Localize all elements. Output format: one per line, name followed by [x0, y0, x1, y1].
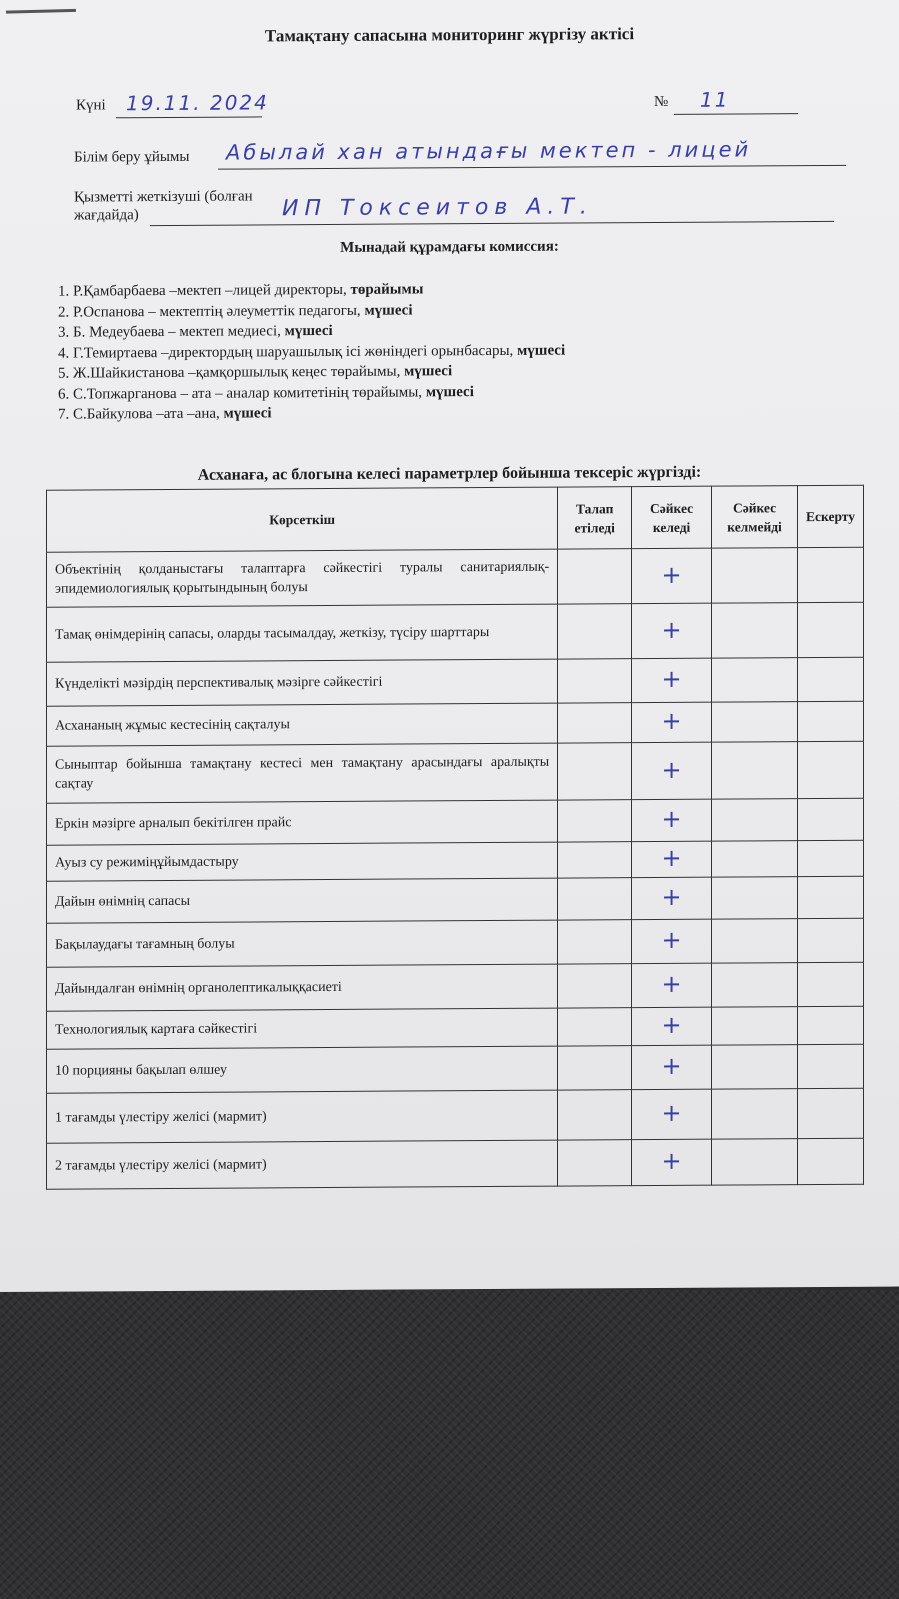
number-value: 11 — [700, 87, 730, 112]
non-compliant-cell — [712, 799, 798, 842]
header-note: Ескерту — [798, 485, 864, 547]
member-line: 5. Ж.Шайкистанова –қамқоршылық кеңес төрайымы, мүшесі — [58, 363, 453, 382]
member-line: 7. С.Байкулова –ата –ана, мүшесі — [58, 405, 272, 423]
member-line: 1. Р.Қамбарбаева –мектеп –лицей директоры, төрайымы — [58, 281, 424, 300]
table-row — [47, 1088, 864, 1143]
note-cell — [798, 962, 864, 1006]
supplier-underline — [150, 221, 834, 226]
required-cell — [558, 1046, 632, 1090]
indicator-cell: Ауыз су режиміңұйымдастыру — [47, 842, 558, 881]
table-row — [47, 876, 864, 923]
check-plus-mark: + — [661, 755, 682, 784]
member-line: 4. Г.Темиртаева –директордың шаруашылық ісі жөніндегі орынбасары, мүшесі — [58, 342, 566, 362]
required-cell — [558, 920, 632, 964]
check-plus-mark: + — [661, 882, 682, 911]
indicator-cell: Дайындалған өнімнің органолептикалыққасиеті — [47, 964, 558, 1011]
non-compliant-cell — [712, 742, 798, 800]
non-compliant-cell — [712, 1089, 798, 1140]
non-compliant-cell — [712, 1007, 798, 1046]
supplier-value: ИП Токсеитов А.Т. — [282, 194, 593, 222]
non-compliant-cell — [712, 841, 798, 878]
indicator-cell: Асхананың жұмыс кестесінің сақталуы — [47, 703, 558, 746]
table-row — [47, 840, 864, 881]
indicator-cell: 2 тағамды үлестіру желісі (мармит) — [47, 1140, 558, 1189]
compliant-cell — [632, 799, 712, 841]
required-cell — [558, 1008, 632, 1046]
table-row — [47, 657, 864, 706]
note-cell — [798, 1044, 864, 1088]
indicator-cell: Сыныптар бойынша тамақтану кестесі мен тамақтану арасындағы аралықты сақтау — [47, 743, 558, 803]
note-cell — [798, 741, 864, 798]
non-compliant-cell — [712, 963, 798, 1008]
note-cell — [798, 547, 864, 602]
indicator-cell: Дайын өнімнің сапасы — [47, 878, 558, 923]
required-cell — [558, 842, 632, 878]
required-cell — [558, 1090, 632, 1140]
compliant-cell — [632, 702, 712, 742]
compliant-cell — [632, 841, 712, 877]
number-underline — [674, 113, 798, 115]
non-compliant-cell — [712, 603, 798, 659]
pen-stroke — [6, 9, 76, 14]
org-value: Абылай хан атындағы мектеп - лицей — [226, 137, 752, 165]
indicator-cell: Объектінің қолданыстағы талаптарға сәйкестігі туралы санитариялық-эпидемиологиялық қорытындының болуы — [47, 549, 558, 607]
member-line: 2. Р.Оспанова – мектептің әлеуметтік педагогы, мүшесі — [58, 301, 413, 321]
commission-title: Мынадай құрамдағы комиссия: — [340, 238, 559, 256]
inspection-table — [46, 485, 864, 1190]
compliant-cell — [632, 877, 712, 919]
required-cell — [558, 659, 632, 703]
required-cell — [558, 1140, 632, 1186]
table-row — [47, 962, 864, 1011]
member-line: 3. Б. Медеубаева – мектеп медиесі, мүшесі — [58, 322, 333, 341]
indicator-cell: Тамақ өнімдерінің сапасы, оларды тасымалдау, жеткізу, түсіру шарттары — [47, 604, 558, 662]
table-row — [47, 1006, 864, 1049]
note-cell — [798, 1088, 864, 1138]
check-plus-mark: + — [661, 615, 682, 644]
required-cell — [558, 604, 632, 659]
note-cell — [798, 657, 864, 701]
note-cell — [798, 602, 864, 657]
header-non-compliant: Сәйкес келмейді — [712, 486, 798, 549]
check-plus-mark: + — [661, 925, 682, 954]
header-compliant: Сәйкес келеді — [632, 486, 712, 548]
compliant-cell — [632, 548, 712, 603]
header-required: Талап етіледі — [558, 487, 632, 549]
note-cell — [798, 701, 864, 741]
compliant-cell — [632, 742, 712, 799]
check-plus-mark: + — [661, 1010, 682, 1039]
check-plus-mark: + — [661, 1051, 682, 1080]
supplier-label-line2: жағдайда) — [74, 207, 139, 224]
check-plus-mark: + — [661, 1146, 682, 1175]
table-row — [47, 1044, 864, 1093]
indicator-cell: Технологиялық картаға сәйкестігі — [47, 1008, 558, 1049]
compliant-cell — [632, 1007, 712, 1045]
table-row — [47, 547, 864, 607]
table-row — [47, 1138, 864, 1189]
note-cell — [798, 1006, 864, 1044]
required-cell — [558, 878, 632, 920]
compliant-cell — [632, 603, 712, 658]
note-cell — [798, 840, 864, 876]
check-plus-mark: + — [661, 706, 682, 735]
table-header-row — [47, 485, 864, 552]
supplier-label-line1: Қызметті жеткізуші (болған — [74, 188, 253, 206]
table-row — [47, 918, 864, 967]
check-plus-mark: + — [661, 969, 682, 998]
required-cell — [558, 703, 632, 743]
member-line: 6. С.Топжарганова – ата – аналар комитетінің төрайымы, мүшесі — [58, 383, 474, 403]
check-plus-mark: + — [661, 804, 682, 833]
table-title: Асханаға, ас блогына келесі параметрлер бойынша тексеріс жүргізді: — [197, 463, 702, 484]
compliant-cell — [632, 1045, 712, 1089]
non-compliant-cell — [712, 877, 798, 920]
table-row — [47, 701, 864, 746]
check-plus-mark: + — [661, 560, 682, 589]
check-plus-mark: + — [661, 664, 682, 693]
background-fabric — [0, 1290, 899, 1599]
org-underline — [218, 165, 846, 170]
check-plus-mark: + — [661, 843, 682, 872]
indicator-cell: 10 порцияны бақылап өлшеу — [47, 1046, 558, 1093]
compliant-cell — [632, 1089, 712, 1139]
check-plus-mark: + — [661, 1098, 682, 1127]
non-compliant-cell — [712, 919, 798, 964]
indicator-cell: Күнделікті мәзірдің перспективалық мәзірге сәйкестігі — [47, 659, 558, 706]
required-cell — [558, 964, 632, 1008]
table-row — [47, 741, 864, 803]
non-compliant-cell — [712, 1139, 798, 1186]
table-row — [47, 798, 864, 845]
document-title: Тамақтану сапасына мониторинг жүргізу актісі — [264, 24, 635, 46]
header-indicator: Көрсеткіш — [47, 487, 558, 552]
non-compliant-cell — [712, 548, 798, 604]
non-compliant-cell — [712, 702, 798, 743]
compliant-cell — [632, 963, 712, 1007]
date-label: Күні — [76, 97, 106, 114]
note-cell — [798, 918, 864, 962]
non-compliant-cell — [712, 658, 798, 703]
commission-members — [58, 279, 565, 426]
indicator-cell: 1 тағамды үлестіру желісі (мармит) — [47, 1090, 558, 1143]
org-label: Білім беру ұйымы — [74, 148, 190, 166]
number-label: № — [654, 93, 669, 111]
note-cell — [798, 798, 864, 840]
indicator-cell: Еркін мәзірге арналып бекітілген прайс — [47, 800, 558, 845]
compliant-cell — [632, 658, 712, 702]
required-cell — [558, 743, 632, 800]
non-compliant-cell — [712, 1045, 798, 1090]
date-value: 19.11. 2024 — [126, 90, 269, 116]
note-cell — [798, 876, 864, 918]
required-cell — [558, 800, 632, 842]
note-cell — [798, 1138, 864, 1184]
compliant-cell — [632, 1139, 712, 1185]
indicator-cell: Бақылаудағы тағамның болуы — [47, 920, 558, 967]
date-underline — [116, 116, 262, 118]
table-row — [47, 602, 864, 662]
compliant-cell — [632, 919, 712, 963]
required-cell — [558, 549, 632, 604]
